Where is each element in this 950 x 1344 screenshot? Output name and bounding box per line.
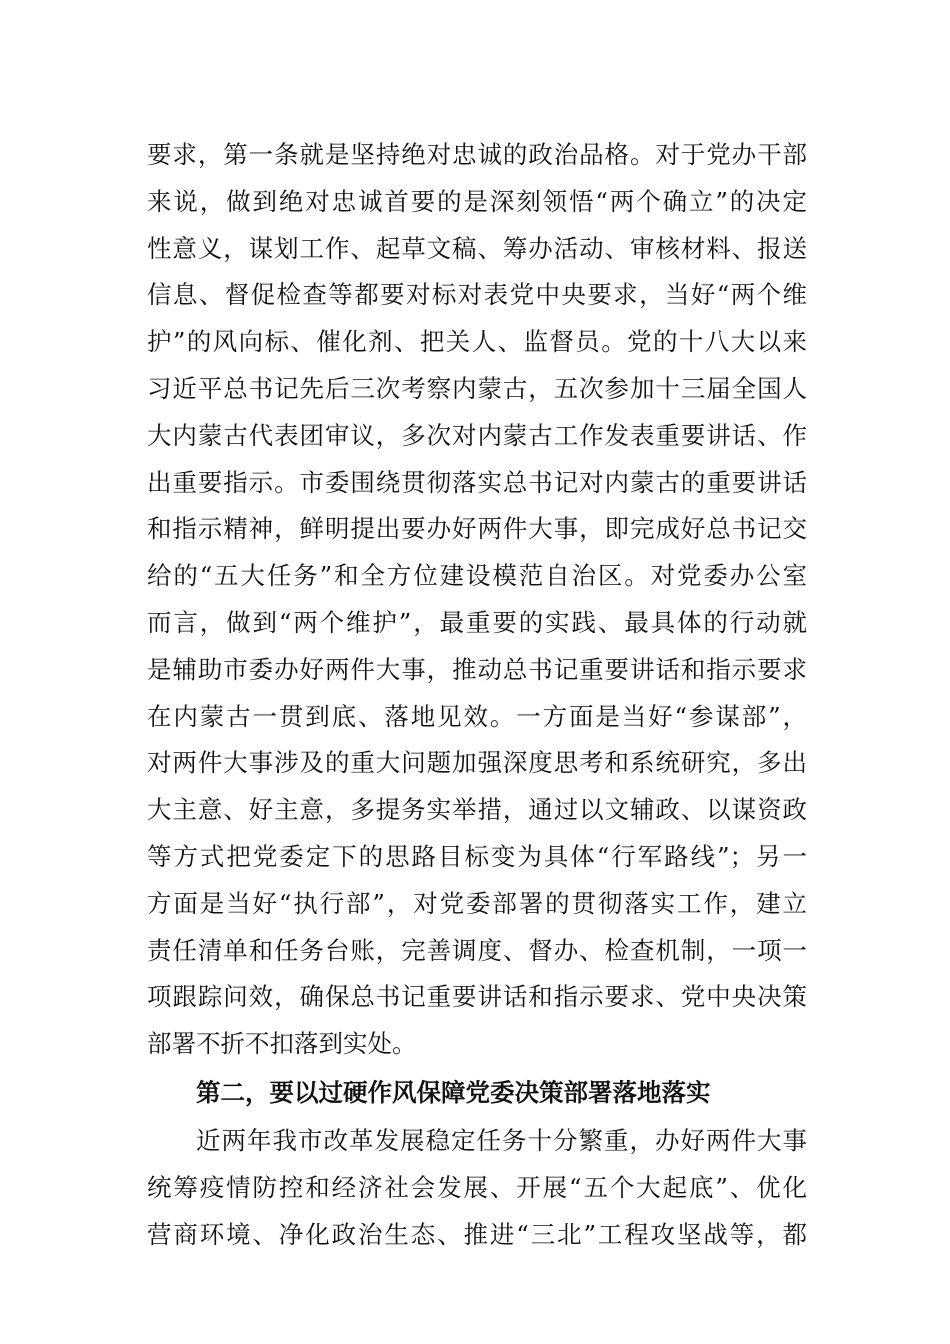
text-line: 而言，做到“两个维护”，最重要的实践、最具体的行动就 bbox=[147, 607, 807, 637]
text-line: 大主意、好主意，多提务实举措，通过以文辅政、以谋资政 bbox=[147, 795, 807, 825]
text-line: 营商环境、净化政治生态、推进“三北”工程攻坚战等，都 bbox=[147, 1219, 807, 1249]
text-line: 统筹疫情防控和经济社会发展、开展“五个大起底”、优化 bbox=[147, 1172, 807, 1202]
paragraph-1 bbox=[147, 132, 807, 1068]
text-line: 信息、督促检查等都要对标对表党中央要求，当好“两个维 bbox=[147, 280, 807, 310]
text-line: 方面是当好“执行部”，对党委部署的贯彻落实工作，建立 bbox=[147, 888, 807, 918]
text-line: 部署不折不扣落到实处。 bbox=[147, 1029, 417, 1059]
text-line: 责任清单和任务台账，完善调度、督办、检查机制，一项一 bbox=[147, 935, 807, 965]
text-line: 习近平总书记先后三次考察内蒙古，五次参加十三届全国人 bbox=[147, 373, 807, 403]
text-line: 项跟踪问效，确保总书记重要讲话和指示要求、党中央决策 bbox=[147, 982, 807, 1012]
text-line: 对两件大事涉及的重大问题加强深度思考和系统研究，多出 bbox=[147, 748, 807, 778]
text-line: 性意义，谋划工作、起草文稿、筹办活动、审核材料、报送 bbox=[147, 233, 807, 263]
text-line: 等方式把党委定下的思路目标变为具体“行军路线”；另一 bbox=[147, 841, 807, 871]
paragraph-2 bbox=[147, 1118, 807, 1258]
text-line: 和指示精神，鲜明提出要办好两件大事，即完成好总书记交 bbox=[147, 514, 807, 544]
text-line: 来说，做到绝对忠诚首要的是深刻领悟“两个确立”的决定 bbox=[147, 186, 807, 216]
text-line: 近两年我市改革发展稳定任务十分繁重，办好两件大事 bbox=[196, 1125, 807, 1155]
text-line: 要求，第一条就是坚持绝对忠诚的政治品格。对于党办干部 bbox=[147, 140, 807, 169]
section-heading: 第二，要以过硬作风保障党委决策部署落地落实 bbox=[196, 1077, 711, 1107]
text-line: 出重要指示。市委围绕贯彻落实总书记对内蒙古的重要讲话 bbox=[147, 467, 807, 497]
text-line: 给的“五大任务”和全方位建设模范自治区。对党委办公室 bbox=[147, 561, 807, 591]
text-line: 大内蒙古代表团审议，多次对内蒙古工作发表重要讲话、作 bbox=[147, 420, 807, 450]
text-line: 在内蒙古一贯到底、落地见效。一方面是当好“参谋部”， bbox=[147, 701, 807, 731]
document-body bbox=[147, 132, 807, 1258]
text-line: 护”的风向标、催化剂、把关人、监督员。党的十八大以来 bbox=[147, 327, 807, 357]
text-line: 是辅助市委办好两件大事，推动总书记重要讲话和指示要求 bbox=[147, 654, 807, 684]
